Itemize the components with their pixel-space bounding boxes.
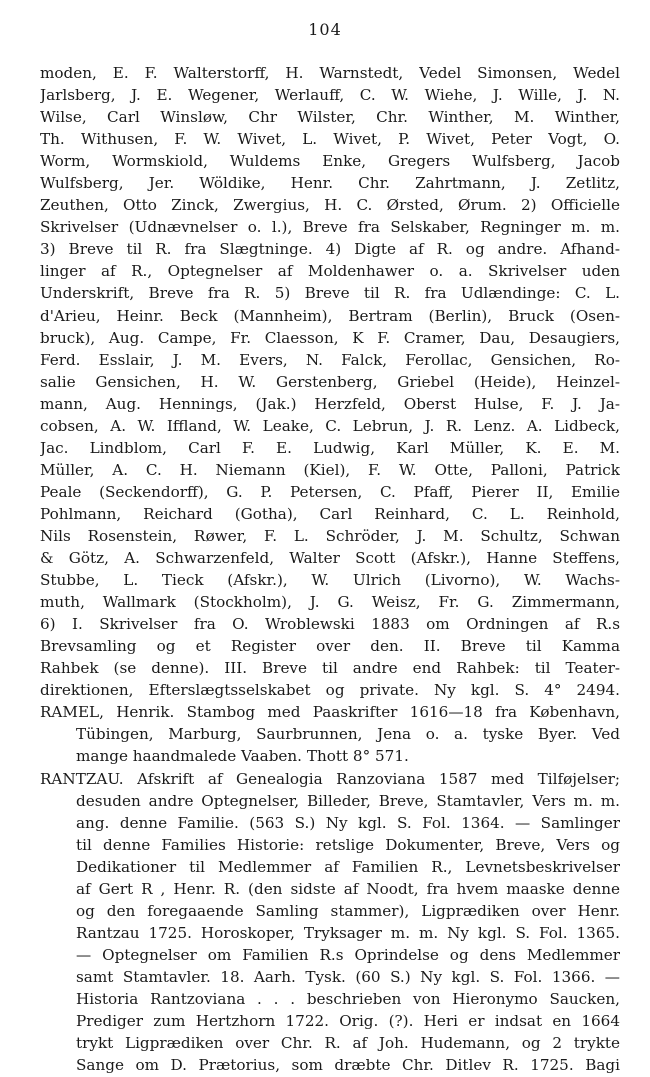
text-line: Jarlsberg, J. E. Wegener, Werlauff, C. W. Wiehe, J. Wille, J. N. [40, 86, 620, 105]
text-line: mange haandmalede Vaaben. Thott 8° 571. [76, 747, 409, 766]
text-line: Prediger zum Hertzhorn 1722. Orig. (?). Heri er indsat en 1664 [76, 1012, 620, 1031]
text-line: Rantzau 1725. Horoskoper, Tryksager m. m. Ny kgl. S. Fol. 1365. [76, 923, 620, 942]
text-line: salie Gensichen, H. W. Gerstenberg, Griebel (Heide), Heinzel- [40, 372, 620, 391]
text-line: Underskrift, Breve fra R. 5) Breve til R. fra Udlændinge: C. L. [40, 284, 620, 303]
text-line: Brevsamling og et Register over den. II. Breve til Kamma [40, 637, 620, 656]
text-line: Pohlmann, Reichard (Gotha), Carl Reinhard, C. L. Reinhold, [40, 504, 620, 523]
text-line: Jac. Lindblom, Carl F. E. Ludwig, Karl Müller, K. E. M. [40, 438, 620, 457]
text-line: mann, Aug. Hennings, (Jak.) Herzfeld, Oberst Hulse, F. J. Ja- [40, 394, 620, 413]
entry-heading-line: RANTZAU. Afskrift af Genealogia Ranzoviana 1587 med Tilføjelser; [40, 769, 620, 788]
text-line: 6) I. Skrivelser fra O. Wroblewski 1883 om Ordningen af R.s [40, 615, 620, 634]
text-line: & Götz, A. Schwarzenfeld, Walter Scott (Afskr.), Hanne Steffens, [40, 549, 620, 568]
text-line: ang. denne Familie. (563 S.) Ny kgl. S. Fol. 1364. — Samlinger [76, 813, 620, 832]
text-line: — Optegnelser om Familien R.s Oprindelse og dens Medlemmer [76, 945, 620, 964]
text-line: Stubbe, L. Tieck (Afskr.), W. Ulrich (Livorno), W. Wachs- [40, 571, 620, 590]
text-line: moden, E. F. Walterstorff, H. Warnstedt, Vedel Simonsen, Wedel [40, 64, 620, 82]
text-line: Wulfsberg, Jer. Wöldike, Henr. Chr. Zahrtmann, J. Zetlitz, [40, 174, 620, 193]
text-line: Tübingen, Marburg, Saurbrunnen, Jena o. a. tyske Byer. Ved [76, 725, 620, 744]
text-line: Wilse, Carl Winsløw, Chr Wilster, Chr. Winther, M. Winther, [40, 108, 620, 127]
page-number: 104 [308, 20, 342, 39]
text-line: Skrivelser (Udnævnelser o. l.), Breve fra Selskaber, Regninger m. m. [40, 218, 620, 237]
text-line: Worm, Wormskiold, Wuldems Enke, Gregers Wulfsberg, Jacob [40, 152, 620, 171]
body-text [40, 62, 620, 1076]
text-line: Rahbek (se denne). III. Breve til andre end Rahbek: til Teater- [40, 659, 620, 678]
text-line: Peale (Seckendorff), G. P. Petersen, C. Pfaff, Pierer II, Emilie [40, 482, 620, 501]
text-line: 3) Breve til R. fra Slægtninge. 4) Digte af R. og andre. Afhand- [40, 240, 620, 259]
text-line: bruck), Aug. Campe, Fr. Claesson, K F. Cramer, Dau, Desaugiers, [40, 328, 620, 347]
text-line: Sange om D. Prætorius, som dræbte Chr. Ditlev R. 1725. Bagi [76, 1056, 620, 1075]
text-line: Dedikationer til Medlemmer af Familien R., Levnetsbeskrivelser [76, 857, 620, 876]
text-line: samt Stamtavler. 18. Aarh. Tysk. (60 S.) Ny kgl. S. Fol. 1366. — [76, 967, 620, 986]
text-line: Th. Withusen, F. W. Wivet, L. Wivet, P. Wivet, Peter Vogt, O. [40, 130, 620, 149]
entry-heading-line: RAMEL, Henrik. Stambog med Paaskrifter 1616—18 fra København, [40, 703, 620, 722]
text-line: og den foregaaende Samling stammer), Ligprædiken over Henr. [76, 901, 620, 920]
text-line: direktionen, Efterslægtsselskabet og private. Ny kgl. S. 4° 2494. [40, 681, 620, 700]
text-line: Müller, A. C. H. Niemann (Kiel), F. W. Otte, Palloni, Patrick [40, 460, 620, 479]
text-line: Zeuthen, Otto Zinck, Zwergius, H. C. Ørsted, Ørum. 2) Officielle [40, 196, 620, 215]
text-line: d'Arieu, Heinr. Beck (Mannheim), Bertram (Berlin), Bruck (Osen- [40, 306, 620, 325]
text-line: cobsen, A. W. Iffland, W. Leake, C. Lebrun, J. R. Lenz. A. Lidbeck, [40, 416, 620, 435]
text-line: Nils Rosenstein, Røwer, F. L. Schröder, J. M. Schultz, Schwan [40, 526, 620, 545]
text-line: linger af R., Optegnelser af Moldenhawer o. a. Skrivelser uden [40, 262, 620, 281]
text-line: Ferd. Esslair, J. M. Evers, N. Falck, Ferollac, Gensichen, Ro- [40, 350, 620, 369]
text-line: trykt Ligprædiken over Chr. R. af Joh. Hudemann, og 2 trykte [76, 1034, 620, 1053]
text-line: Historia Rantzoviana . . . beschrieben von Hieronymo Saucken, [76, 989, 620, 1008]
text-line: muth, Wallmark (Stockholm), J. G. Weisz, Fr. G. Zimmermann, [40, 593, 620, 612]
text-line: desuden andre Optegnelser, Billeder, Breve, Stamtavler, Vers m. m. [76, 791, 620, 810]
text-line: af Gert R , Henr. R. (den sidste af Noodt, fra hvem maaske denne [76, 879, 620, 898]
text-line: til denne Families Historie: retslige Dokumenter, Breve, Vers og [76, 835, 620, 854]
